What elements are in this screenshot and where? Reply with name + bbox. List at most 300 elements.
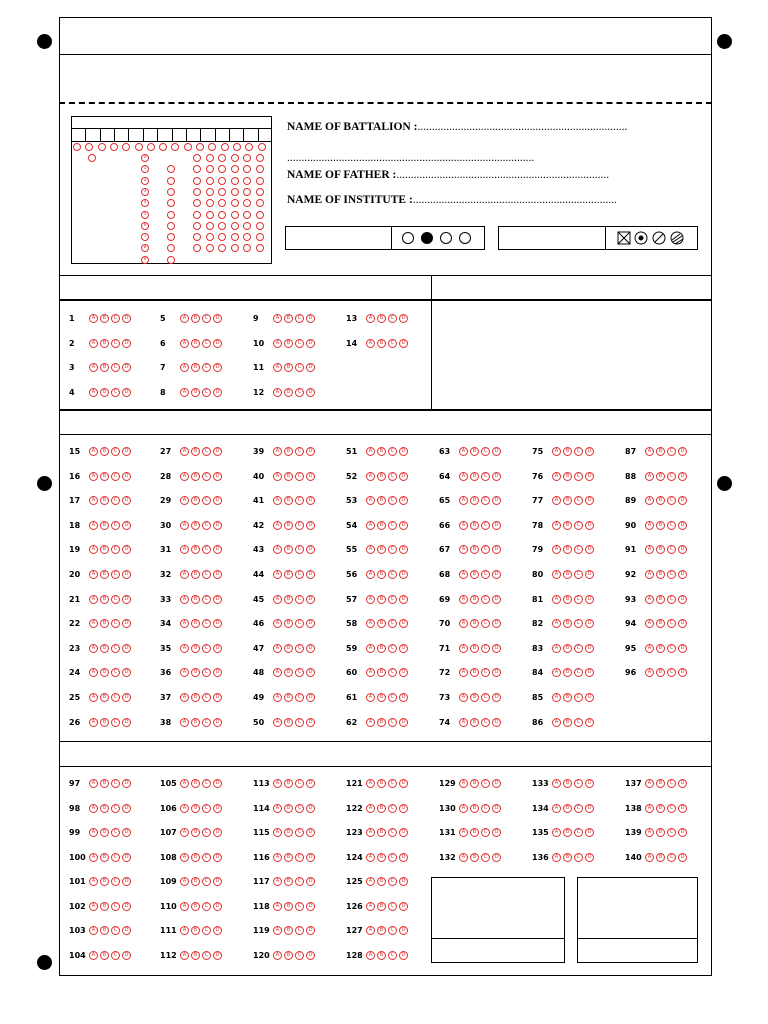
answer-bubble-b[interactable]: B xyxy=(656,668,665,677)
answer-bubble-d[interactable]: D xyxy=(399,951,408,960)
answer-bubble-b[interactable]: B xyxy=(470,644,479,653)
answer-bubble-d[interactable]: D xyxy=(306,718,315,727)
answer-bubble-d[interactable]: D xyxy=(122,779,131,788)
answer-bubble-c[interactable]: C xyxy=(295,595,304,604)
answer-bubble-d[interactable]: D xyxy=(122,363,131,372)
answer-bubble-a[interactable]: A xyxy=(459,853,468,862)
answer-bubble-d[interactable]: D xyxy=(585,668,594,677)
answer-bubble-b[interactable]: B xyxy=(191,339,200,348)
answer-bubble-a[interactable]: A xyxy=(552,619,561,628)
answer-bubble-d[interactable]: D xyxy=(585,693,594,702)
answer-bubble-d[interactable]: D xyxy=(678,496,687,505)
answer-bubble-a[interactable]: A xyxy=(89,521,98,530)
answer-bubble-d[interactable]: D xyxy=(306,693,315,702)
answer-bubble-c[interactable]: C xyxy=(202,668,211,677)
answer-bubble-d[interactable]: D xyxy=(213,388,222,397)
answer-bubble-a[interactable]: A xyxy=(366,828,375,837)
father-field[interactable]: NAME OF FATHER :.......................................................................... xyxy=(287,169,610,181)
answer-bubble-b[interactable]: B xyxy=(377,902,386,911)
answer-bubble-a[interactable]: A xyxy=(180,314,189,323)
answer-bubble-c[interactable]: C xyxy=(111,496,120,505)
answer-bubble-b[interactable]: B xyxy=(377,496,386,505)
answer-bubble-a[interactable]: A xyxy=(552,853,561,862)
answer-bubble-c[interactable]: C xyxy=(388,644,397,653)
answer-bubble-b[interactable]: B xyxy=(563,496,572,505)
answer-bubble-b[interactable]: B xyxy=(191,570,200,579)
answer-bubble-b[interactable]: B xyxy=(100,339,109,348)
answer-bubble-a[interactable]: A xyxy=(180,902,189,911)
answer-bubble-a[interactable]: A xyxy=(180,853,189,862)
answer-bubble-a[interactable]: A xyxy=(89,877,98,886)
answer-bubble-b[interactable]: B xyxy=(284,668,293,677)
answer-bubble-d[interactable]: D xyxy=(399,853,408,862)
answer-bubble-b[interactable]: B xyxy=(470,472,479,481)
answer-bubble-c[interactable]: C xyxy=(295,853,304,862)
answer-bubble-c[interactable]: C xyxy=(202,804,211,813)
answer-bubble-b[interactable]: B xyxy=(470,828,479,837)
answer-bubble-b[interactable]: B xyxy=(284,388,293,397)
answer-bubble-b[interactable]: B xyxy=(100,545,109,554)
answer-bubble-a[interactable]: A xyxy=(273,595,282,604)
answer-bubble-b[interactable]: B xyxy=(284,828,293,837)
answer-bubble-d[interactable]: D xyxy=(492,472,501,481)
answer-bubble-c[interactable]: C xyxy=(202,472,211,481)
answer-bubble-d[interactable]: D xyxy=(122,877,131,886)
roll-bubble[interactable] xyxy=(233,143,241,151)
answer-bubble-d[interactable]: D xyxy=(678,521,687,530)
answer-bubble-d[interactable]: D xyxy=(213,339,222,348)
answer-bubble-c[interactable]: C xyxy=(574,447,583,456)
answer-bubble-d[interactable]: D xyxy=(492,804,501,813)
answer-bubble-b[interactable]: B xyxy=(191,828,200,837)
roll-digit-bubble[interactable] xyxy=(256,177,264,185)
answer-bubble-c[interactable]: C xyxy=(667,853,676,862)
answer-bubble-d[interactable]: D xyxy=(122,388,131,397)
answer-bubble-a[interactable]: A xyxy=(552,804,561,813)
signature-box[interactable] xyxy=(577,877,698,963)
answer-bubble-a[interactable]: A xyxy=(645,619,654,628)
answer-bubble-b[interactable]: B xyxy=(656,619,665,628)
answer-bubble-b[interactable]: B xyxy=(100,779,109,788)
answer-bubble-b[interactable]: B xyxy=(284,718,293,727)
answer-bubble-a[interactable]: A xyxy=(645,828,654,837)
answer-bubble-b[interactable]: B xyxy=(377,545,386,554)
answer-bubble-d[interactable]: D xyxy=(585,496,594,505)
answer-bubble-a[interactable]: A xyxy=(459,619,468,628)
answer-bubble-b[interactable]: B xyxy=(191,447,200,456)
answer-bubble-d[interactable]: D xyxy=(399,314,408,323)
answer-bubble-a[interactable]: A xyxy=(366,644,375,653)
answer-bubble-d[interactable]: D xyxy=(122,951,131,960)
answer-bubble-c[interactable]: C xyxy=(295,496,304,505)
answer-bubble-d[interactable]: D xyxy=(213,902,222,911)
answer-bubble-b[interactable]: B xyxy=(284,521,293,530)
answer-bubble-d[interactable]: D xyxy=(213,668,222,677)
roll-digit-bubble[interactable] xyxy=(243,211,251,219)
answer-bubble-c[interactable]: C xyxy=(574,570,583,579)
roll-digit-bubble[interactable] xyxy=(243,222,251,230)
answer-bubble-c[interactable]: C xyxy=(667,619,676,628)
answer-bubble-a[interactable]: A xyxy=(459,472,468,481)
answer-bubble-c[interactable]: C xyxy=(481,570,490,579)
answer-bubble-b[interactable]: B xyxy=(563,668,572,677)
answer-bubble-a[interactable]: A xyxy=(273,339,282,348)
answer-bubble-a[interactable]: A xyxy=(89,619,98,628)
institute-field[interactable]: NAME OF INSTITUTE :....................................................................... xyxy=(287,194,617,206)
answer-bubble-d[interactable]: D xyxy=(306,828,315,837)
answer-bubble-a[interactable]: A xyxy=(89,668,98,677)
roll-digit-bubble[interactable] xyxy=(231,154,239,162)
answer-bubble-d[interactable]: D xyxy=(399,339,408,348)
answer-bubble-b[interactable]: B xyxy=(377,619,386,628)
answer-bubble-c[interactable]: C xyxy=(388,926,397,935)
answer-bubble-c[interactable]: C xyxy=(388,902,397,911)
roll-digit-bubble[interactable] xyxy=(193,154,201,162)
answer-bubble-c[interactable]: C xyxy=(295,339,304,348)
answer-bubble-b[interactable]: B xyxy=(656,472,665,481)
answer-bubble-a[interactable]: A xyxy=(552,496,561,505)
answer-bubble-c[interactable]: C xyxy=(111,877,120,886)
answer-bubble-c[interactable]: C xyxy=(481,472,490,481)
answer-bubble-c[interactable]: C xyxy=(388,853,397,862)
answer-bubble-d[interactable]: D xyxy=(585,521,594,530)
answer-bubble-a[interactable]: A xyxy=(89,828,98,837)
roll-digit-bubble[interactable]: 0 xyxy=(141,154,149,162)
answer-bubble-d[interactable]: D xyxy=(122,644,131,653)
answer-bubble-d[interactable]: D xyxy=(213,951,222,960)
answer-bubble-b[interactable]: B xyxy=(377,339,386,348)
answer-bubble-c[interactable]: C xyxy=(574,804,583,813)
answer-bubble-d[interactable]: D xyxy=(585,828,594,837)
answer-bubble-a[interactable]: A xyxy=(366,804,375,813)
answer-bubble-d[interactable]: D xyxy=(213,447,222,456)
answer-bubble-c[interactable]: C xyxy=(202,595,211,604)
answer-bubble-a[interactable]: A xyxy=(180,619,189,628)
answer-bubble-c[interactable]: C xyxy=(388,877,397,886)
roll-bubble[interactable] xyxy=(73,143,81,151)
answer-bubble-c[interactable]: C xyxy=(295,902,304,911)
answer-bubble-a[interactable]: A xyxy=(366,339,375,348)
answer-bubble-a[interactable]: A xyxy=(459,595,468,604)
answer-bubble-c[interactable]: C xyxy=(667,521,676,530)
answer-bubble-a[interactable]: A xyxy=(552,779,561,788)
answer-bubble-b[interactable]: B xyxy=(377,668,386,677)
answer-bubble-c[interactable]: C xyxy=(388,693,397,702)
answer-bubble-a[interactable]: A xyxy=(366,314,375,323)
answer-bubble-c[interactable]: C xyxy=(202,926,211,935)
answer-bubble-b[interactable]: B xyxy=(100,570,109,579)
answer-bubble-c[interactable]: C xyxy=(295,521,304,530)
answer-bubble-c[interactable]: C xyxy=(574,644,583,653)
answer-bubble-d[interactable]: D xyxy=(122,926,131,935)
answer-bubble-a[interactable]: A xyxy=(180,668,189,677)
answer-bubble-d[interactable]: D xyxy=(678,570,687,579)
roll-bubble[interactable] xyxy=(258,143,266,151)
answer-bubble-c[interactable]: C xyxy=(388,339,397,348)
roll-digit-bubble[interactable] xyxy=(243,188,251,196)
answer-bubble-c[interactable]: C xyxy=(111,388,120,397)
answer-bubble-c[interactable]: C xyxy=(111,804,120,813)
answer-bubble-c[interactable]: C xyxy=(574,853,583,862)
answer-bubble-c[interactable]: C xyxy=(295,545,304,554)
answer-bubble-b[interactable]: B xyxy=(656,779,665,788)
answer-bubble-d[interactable]: D xyxy=(678,447,687,456)
answer-bubble-d[interactable]: D xyxy=(213,570,222,579)
answer-bubble-c[interactable]: C xyxy=(388,668,397,677)
answer-bubble-d[interactable]: D xyxy=(492,693,501,702)
answer-bubble-a[interactable]: A xyxy=(180,496,189,505)
answer-bubble-c[interactable]: C xyxy=(388,447,397,456)
answer-bubble-b[interactable]: B xyxy=(656,545,665,554)
answer-bubble-c[interactable]: C xyxy=(388,619,397,628)
answer-bubble-c[interactable]: C xyxy=(667,545,676,554)
answer-bubble-c[interactable]: C xyxy=(202,951,211,960)
battalion-field[interactable]: NAME OF BATTALION :......................................................................... xyxy=(287,121,628,133)
answer-bubble-b[interactable]: B xyxy=(284,926,293,935)
answer-bubble-d[interactable]: D xyxy=(399,718,408,727)
answer-bubble-c[interactable]: C xyxy=(388,595,397,604)
answer-bubble-a[interactable]: A xyxy=(366,951,375,960)
answer-bubble-d[interactable]: D xyxy=(492,779,501,788)
answer-bubble-a[interactable]: A xyxy=(89,339,98,348)
answer-bubble-c[interactable]: C xyxy=(388,521,397,530)
answer-bubble-c[interactable]: C xyxy=(202,339,211,348)
answer-bubble-b[interactable]: B xyxy=(284,877,293,886)
answer-bubble-b[interactable]: B xyxy=(563,644,572,653)
answer-bubble-a[interactable]: A xyxy=(273,804,282,813)
answer-bubble-b[interactable]: B xyxy=(563,521,572,530)
answer-bubble-a[interactable]: A xyxy=(180,779,189,788)
answer-bubble-a[interactable]: A xyxy=(273,951,282,960)
answer-bubble-b[interactable]: B xyxy=(377,877,386,886)
answer-bubble-b[interactable]: B xyxy=(284,447,293,456)
answer-bubble-a[interactable]: A xyxy=(552,668,561,677)
answer-bubble-b[interactable]: B xyxy=(100,521,109,530)
answer-bubble-b[interactable]: B xyxy=(284,804,293,813)
answer-bubble-c[interactable]: C xyxy=(295,779,304,788)
answer-bubble-c[interactable]: C xyxy=(202,877,211,886)
answer-bubble-d[interactable]: D xyxy=(306,339,315,348)
answer-bubble-a[interactable]: A xyxy=(180,595,189,604)
answer-bubble-c[interactable]: C xyxy=(202,718,211,727)
answer-bubble-a[interactable]: A xyxy=(645,668,654,677)
answer-bubble-d[interactable]: D xyxy=(306,902,315,911)
answer-bubble-b[interactable]: B xyxy=(470,693,479,702)
answer-bubble-b[interactable]: B xyxy=(100,926,109,935)
answer-bubble-b[interactable]: B xyxy=(563,828,572,837)
answer-bubble-d[interactable]: D xyxy=(678,853,687,862)
answer-bubble-c[interactable]: C xyxy=(295,388,304,397)
answer-bubble-a[interactable]: A xyxy=(273,388,282,397)
answer-bubble-c[interactable]: C xyxy=(202,447,211,456)
answer-bubble-b[interactable]: B xyxy=(377,693,386,702)
answer-bubble-d[interactable]: D xyxy=(492,521,501,530)
answer-bubble-a[interactable]: A xyxy=(552,447,561,456)
answer-bubble-a[interactable]: A xyxy=(366,447,375,456)
roll-bubble[interactable] xyxy=(147,143,155,151)
answer-bubble-c[interactable]: C xyxy=(111,926,120,935)
roll-bubble[interactable] xyxy=(221,143,229,151)
answer-bubble-a[interactable]: A xyxy=(273,545,282,554)
answer-bubble-d[interactable]: D xyxy=(306,447,315,456)
answer-bubble-b[interactable]: B xyxy=(470,496,479,505)
answer-bubble-c[interactable]: C xyxy=(295,693,304,702)
answer-bubble-d[interactable]: D xyxy=(122,314,131,323)
answer-bubble-b[interactable]: B xyxy=(563,570,572,579)
answer-bubble-a[interactable]: A xyxy=(645,472,654,481)
answer-bubble-c[interactable]: C xyxy=(111,853,120,862)
answer-bubble-d[interactable]: D xyxy=(678,595,687,604)
answer-bubble-c[interactable]: C xyxy=(481,693,490,702)
answer-bubble-b[interactable]: B xyxy=(377,828,386,837)
answer-bubble-c[interactable]: C xyxy=(388,570,397,579)
answer-bubble-b[interactable]: B xyxy=(470,619,479,628)
answer-bubble-a[interactable]: A xyxy=(273,877,282,886)
answer-bubble-a[interactable]: A xyxy=(552,595,561,604)
answer-bubble-a[interactable]: A xyxy=(273,902,282,911)
answer-bubble-b[interactable]: B xyxy=(191,779,200,788)
answer-bubble-c[interactable]: C xyxy=(388,545,397,554)
answer-bubble-d[interactable]: D xyxy=(678,804,687,813)
roll-digit-bubble[interactable] xyxy=(231,211,239,219)
answer-bubble-d[interactable]: D xyxy=(399,570,408,579)
answer-bubble-c[interactable]: C xyxy=(574,545,583,554)
answer-bubble-c[interactable]: C xyxy=(111,828,120,837)
roll-digit-bubble[interactable]: 7 xyxy=(141,233,149,241)
answer-bubble-a[interactable]: A xyxy=(645,804,654,813)
answer-bubble-d[interactable]: D xyxy=(492,718,501,727)
answer-bubble-d[interactable]: D xyxy=(306,595,315,604)
answer-bubble-d[interactable]: D xyxy=(122,472,131,481)
answer-bubble-a[interactable]: A xyxy=(180,926,189,935)
roll-digit-bubble[interactable] xyxy=(218,188,226,196)
answer-bubble-a[interactable]: A xyxy=(273,644,282,653)
roll-digit-bubble[interactable] xyxy=(167,188,175,196)
answer-bubble-c[interactable]: C xyxy=(574,496,583,505)
signature-box[interactable] xyxy=(431,877,565,963)
answer-bubble-b[interactable]: B xyxy=(100,363,109,372)
answer-bubble-c[interactable]: C xyxy=(202,828,211,837)
answer-bubble-a[interactable]: A xyxy=(89,804,98,813)
roll-digit-bubble[interactable] xyxy=(256,154,264,162)
answer-bubble-a[interactable]: A xyxy=(459,718,468,727)
roll-digit-bubble[interactable] xyxy=(256,188,264,196)
answer-bubble-c[interactable]: C xyxy=(202,619,211,628)
answer-bubble-b[interactable]: B xyxy=(656,447,665,456)
answer-bubble-d[interactable]: D xyxy=(122,545,131,554)
answer-bubble-a[interactable]: A xyxy=(273,314,282,323)
answer-bubble-d[interactable]: D xyxy=(678,619,687,628)
answer-bubble-b[interactable]: B xyxy=(191,363,200,372)
answer-bubble-c[interactable]: C xyxy=(574,668,583,677)
answer-bubble-a[interactable]: A xyxy=(552,570,561,579)
answer-bubble-b[interactable]: B xyxy=(100,804,109,813)
answer-bubble-a[interactable]: A xyxy=(645,496,654,505)
answer-bubble-c[interactable]: C xyxy=(481,447,490,456)
roll-digit-bubble[interactable] xyxy=(218,222,226,230)
roll-digit-bubble[interactable] xyxy=(231,188,239,196)
answer-bubble-a[interactable]: A xyxy=(180,718,189,727)
answer-bubble-d[interactable]: D xyxy=(306,496,315,505)
answer-bubble-b[interactable]: B xyxy=(470,853,479,862)
answer-bubble-d[interactable]: D xyxy=(399,828,408,837)
answer-bubble-b[interactable]: B xyxy=(284,644,293,653)
answer-bubble-d[interactable]: D xyxy=(213,804,222,813)
answer-bubble-a[interactable]: A xyxy=(645,447,654,456)
answer-bubble-d[interactable]: D xyxy=(213,619,222,628)
answer-bubble-c[interactable]: C xyxy=(202,545,211,554)
answer-bubble-a[interactable]: A xyxy=(366,595,375,604)
answer-bubble-b[interactable]: B xyxy=(191,877,200,886)
answer-bubble-d[interactable]: D xyxy=(585,644,594,653)
roll-digit-bubble[interactable] xyxy=(167,177,175,185)
answer-bubble-a[interactable]: A xyxy=(366,779,375,788)
answer-bubble-c[interactable]: C xyxy=(481,619,490,628)
answer-bubble-d[interactable]: D xyxy=(492,595,501,604)
roll-bubble[interactable] xyxy=(196,143,204,151)
answer-bubble-c[interactable]: C xyxy=(574,779,583,788)
answer-bubble-b[interactable]: B xyxy=(470,804,479,813)
answer-bubble-d[interactable]: D xyxy=(678,828,687,837)
answer-bubble-c[interactable]: C xyxy=(111,644,120,653)
answer-bubble-c[interactable]: C xyxy=(295,828,304,837)
answer-bubble-c[interactable]: C xyxy=(202,496,211,505)
answer-bubble-b[interactable]: B xyxy=(284,951,293,960)
answer-bubble-d[interactable]: D xyxy=(678,668,687,677)
roll-digit-bubble[interactable] xyxy=(218,211,226,219)
answer-bubble-b[interactable]: B xyxy=(563,804,572,813)
answer-bubble-b[interactable]: B xyxy=(377,521,386,530)
answer-bubble-a[interactable]: A xyxy=(89,951,98,960)
answer-bubble-b[interactable]: B xyxy=(563,619,572,628)
answer-bubble-d[interactable]: D xyxy=(399,595,408,604)
answer-bubble-d[interactable]: D xyxy=(585,853,594,862)
answer-bubble-b[interactable]: B xyxy=(100,877,109,886)
answer-bubble-b[interactable]: B xyxy=(470,779,479,788)
answer-bubble-c[interactable]: C xyxy=(111,619,120,628)
answer-bubble-c[interactable]: C xyxy=(111,718,120,727)
answer-bubble-d[interactable]: D xyxy=(306,668,315,677)
answer-bubble-b[interactable]: B xyxy=(470,718,479,727)
answer-bubble-d[interactable]: D xyxy=(306,853,315,862)
answer-bubble-a[interactable]: A xyxy=(552,644,561,653)
answer-bubble-d[interactable]: D xyxy=(399,668,408,677)
answer-bubble-d[interactable]: D xyxy=(306,619,315,628)
answer-bubble-a[interactable]: A xyxy=(89,693,98,702)
answer-bubble-c[interactable]: C xyxy=(295,447,304,456)
answer-bubble-d[interactable]: D xyxy=(678,779,687,788)
roll-digit-bubble[interactable] xyxy=(218,154,226,162)
answer-bubble-a[interactable]: A xyxy=(552,828,561,837)
answer-bubble-c[interactable]: C xyxy=(574,521,583,530)
answer-bubble-b[interactable]: B xyxy=(191,668,200,677)
answer-bubble-d[interactable]: D xyxy=(585,718,594,727)
answer-bubble-b[interactable]: B xyxy=(377,718,386,727)
answer-bubble-d[interactable]: D xyxy=(122,570,131,579)
answer-bubble-d[interactable]: D xyxy=(213,693,222,702)
answer-bubble-b[interactable]: B xyxy=(100,619,109,628)
answer-bubble-d[interactable]: D xyxy=(492,570,501,579)
answer-bubble-a[interactable]: A xyxy=(645,853,654,862)
answer-bubble-b[interactable]: B xyxy=(284,545,293,554)
answer-bubble-b[interactable]: B xyxy=(377,853,386,862)
answer-bubble-c[interactable]: C xyxy=(481,828,490,837)
answer-bubble-c[interactable]: C xyxy=(481,804,490,813)
answer-bubble-b[interactable]: B xyxy=(284,779,293,788)
answer-bubble-a[interactable]: A xyxy=(89,644,98,653)
answer-bubble-d[interactable]: D xyxy=(122,804,131,813)
roll-digit-bubble[interactable]: 6 xyxy=(141,222,149,230)
